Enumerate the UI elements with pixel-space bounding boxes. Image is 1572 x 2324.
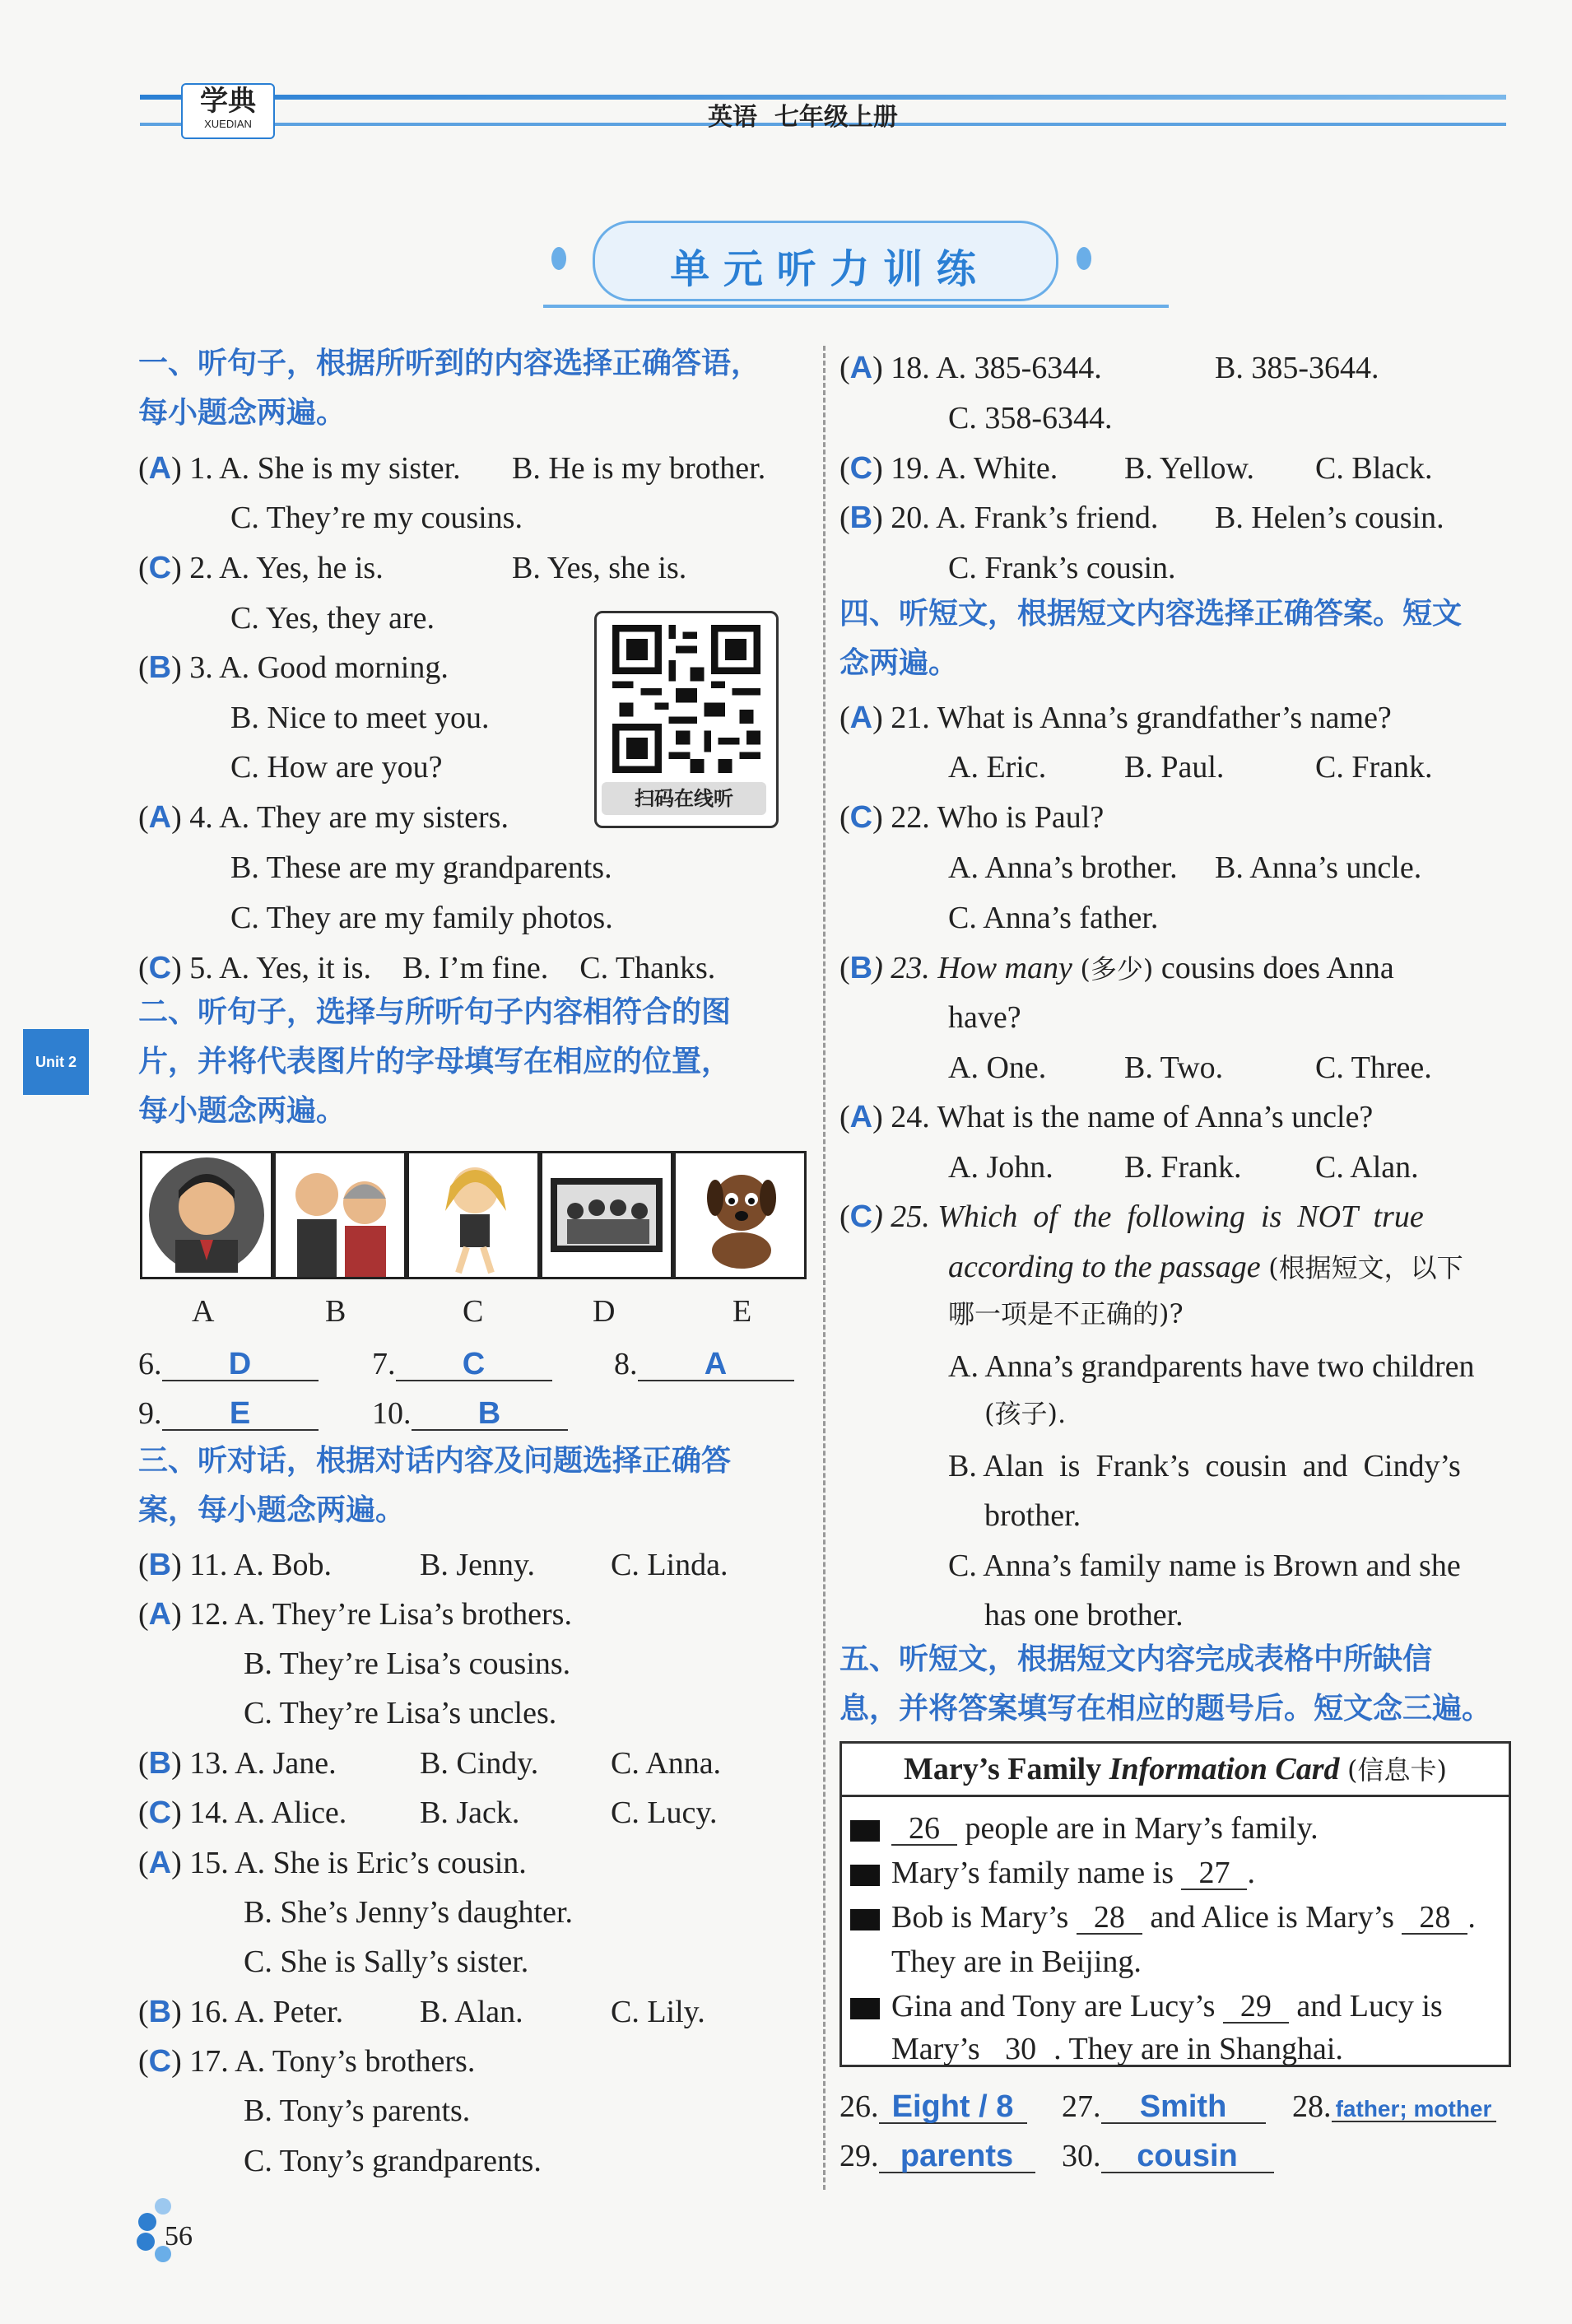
q5-stem: ) 5. A. Yes, it is. B. I’m fine. C. Thanks. [171,951,716,985]
q3-stem: ) 3. A. Good morning. [171,650,449,685]
q14-option-c: C. Lucy. [611,1795,718,1830]
q23-option-b: B. Two. [1124,1050,1224,1085]
hexagon-icon [137,2233,155,2251]
answer-30-value[interactable]: cousin [1101,2140,1274,2173]
q21-option-c: C. Frank. [1315,750,1433,785]
q15-option-c: C. She is Sally’s sister. [244,1944,529,1979]
pic-letter-a: A [192,1294,215,1329]
q11-option-c: C. Linda. [611,1548,728,1582]
card-row-4-line2 [891,2033,1343,2066]
section-1-line2: 每小题念两遍。 [138,396,346,430]
section-2-title [138,988,731,1136]
q17-option-c: C. Tony’s grandparents. [244,2144,542,2178]
q5-answer: C [148,951,172,985]
q25-line: (C) 25. Which of the following is NOT true [839,1199,1424,1234]
q3-answer: B [148,650,172,685]
q4-answer: A [148,800,172,835]
q2-answer: C [148,551,172,585]
section-2-line3: 每小题念两遍。 [138,1094,346,1128]
section-4-line1: 四、听短文，根据短文内容选择正确答案。短文 [839,597,1463,631]
q23-line: (B) 23. How many (多少) cousins does Anna [839,951,1394,985]
picture-a-man [140,1151,273,1279]
card-title-b: Information Card [1109,1752,1340,1786]
q16-line: (B) 16. A. Peter. [138,1995,344,2029]
grandparents-icon [276,1153,404,1277]
q4-option-b: B. These are my grandparents. [230,850,612,885]
q16-answer: B [148,1995,172,2029]
q19-stem: ) 19. A. White. [872,451,1058,486]
banner-line [543,305,1169,308]
q12-answer: A [148,1597,172,1632]
card-row-4-a: Gina and Tony are Lucy’s [891,1989,1216,2024]
q1-line: (A) 1. A. She is my sister. [138,451,461,486]
q23-stem-rest: cousins does Anna [1160,951,1394,985]
q12-stem: ) 12. A. They’re Lisa’s brothers. [171,1597,572,1632]
q20-option-b: B. Helen’s cousin. [1215,501,1444,535]
q24-option-b: B. Frank. [1124,1150,1242,1185]
info-card-title [842,1744,1509,1797]
answer-26 [839,2091,1027,2124]
q25-stem-cn: (根据短文，以下 [1268,1252,1463,1283]
card-row-4 [850,1991,1443,2024]
q20-answer: B [849,501,873,535]
fill-7-number: 7. [372,1347,396,1381]
card-blank-28a[interactable]: 28 [1077,1902,1142,1935]
q25-option-a2: (孩子). [984,1398,1067,1429]
section-1-title [138,339,760,438]
q24-answer: A [849,1100,873,1134]
bullet-square-icon [850,1998,880,2019]
q19-option-b: B. Yellow. [1124,451,1255,486]
q17-answer: C [148,2044,172,2079]
q21-option-b: B. Paul. [1124,750,1225,785]
answer-26-number: 26. [839,2089,879,2124]
q11-stem: ) 11. A. Bob. [171,1548,333,1582]
pic-letter-b: B [325,1294,346,1329]
q20-line: (B) 20. A. Frank’s friend. [839,501,1159,535]
q13-option-b: B. Cindy. [420,1746,539,1781]
q1-answer: A [148,451,172,486]
picture-c-girl [407,1151,540,1279]
answer-27 [1062,2091,1266,2124]
q19-line: (C) 19. A. White. [839,451,1058,486]
banner-dot-right [1077,247,1091,270]
section-2-line2: 片，并将代表图片的字母填写在相应的位置， [138,1045,732,1078]
q23-option-c: C. Three. [1315,1050,1432,1085]
fill-8-answer[interactable]: A [638,1348,794,1381]
card-row-3 [850,1902,1476,1935]
q24-line: (A) 24. What is the name of Anna’s uncle? [839,1100,1374,1134]
pic-letter-e: E [733,1294,752,1329]
card-row-4-c: Mary’s [891,2032,980,2066]
q12-line: (A) 12. A. They’re Lisa’s brothers. [138,1597,572,1632]
card-row-3-end: . [1467,1900,1476,1935]
q4-stem: ) 4. A. They are my sisters. [171,800,509,835]
q19-option-c: C. Black. [1315,451,1433,486]
q25-option-a1: A. Anna’s grandparents have two children [948,1349,1475,1384]
q3-option-c: C. How are you? [230,750,443,785]
q5-line: (C) 5. A. Yes, it is. B. I’m fine. C. Thanks. [138,951,716,985]
q14-option-b: B. Jack. [420,1795,520,1830]
q25-stem-italic: according to the passage [948,1250,1261,1284]
card-blank-27[interactable]: 27 [1181,1857,1247,1890]
q14-answer: C [148,1795,172,1830]
answer-26-value[interactable]: Eight / 8 [879,2091,1027,2124]
section-5-line2: 息，并将答案填写在相应的题号后。短文念三遍。 [839,1692,1492,1726]
q11-line: (B) 11. A. Bob. [138,1548,333,1582]
q25-option-c2: has one brother. [984,1598,1184,1632]
card-row-3-a: Bob is Mary’s [891,1900,1069,1935]
q22-answer: C [849,800,873,835]
fill-10 [372,1398,568,1431]
answer-27-number: 27. [1062,2089,1101,2124]
q12-option-c: C. They’re Lisa’s uncles. [244,1696,557,1730]
card-row-1 [850,1813,1319,1846]
fill-6-answer[interactable]: D [162,1348,319,1381]
q12-option-b: B. They’re Lisa’s cousins. [244,1646,571,1681]
fill-10-answer[interactable]: B [412,1398,568,1431]
q23-stem-line2: have? [948,1000,1021,1035]
q20-stem: ) 20. A. Frank’s friend. [872,501,1159,535]
q16-option-c: C. Lily. [611,1995,705,2029]
q18-stem: ) 18. A. 385-6344. [872,351,1102,385]
q25-option-c1: C. Anna’s family name is Brown and she [948,1549,1461,1583]
card-row-1-text: people are in Mary’s family. [965,1811,1319,1846]
q2-option-c: C. Yes, they are. [230,601,435,636]
section-4-title [839,589,1462,688]
q1-option-b: B. He is my brother. [512,451,766,486]
answer-29 [839,2140,1035,2173]
card-row-3-b: and Alice is Mary’s [1150,1900,1394,1935]
answer-28 [1292,2091,1496,2122]
hexagon-icon [138,2213,156,2231]
answer-30 [1062,2140,1274,2173]
q11-answer: B [148,1548,172,1582]
q22-stem: ) 22. Who is Paul? [872,800,1105,835]
picture-d-family-photo [540,1151,673,1279]
q13-answer: B [148,1746,172,1781]
page-number: 56 [165,2221,193,2252]
section-4-line2: 念两遍。 [839,646,959,680]
answer-29-number: 29. [839,2139,879,2173]
q23-option-a: A. One. [948,1050,1047,1085]
card-title-c: (信息卡) [1347,1754,1448,1786]
q19-answer: C [849,451,873,486]
q21-option-a: A. Eric. [948,750,1047,785]
q25-stem-line2 [948,1251,1463,1283]
banner [543,216,1095,306]
q15-line: (A) 15. A. She is Eric’s cousin. [138,1846,527,1880]
info-card [839,1741,1511,2067]
q15-stem: ) 15. A. She is Eric’s cousin. [171,1846,527,1880]
q18-option-b: B. 385-3644. [1215,351,1379,385]
answer-28-number: 28. [1292,2089,1332,2124]
fill-8-number: 8. [614,1347,638,1381]
q23-stem-italic: ) 23. How many [872,951,1072,985]
answer-29-value[interactable]: parents [879,2140,1035,2173]
card-row-2 [850,1857,1255,1890]
girl-icon [409,1153,537,1277]
q17-stem: ) 17. A. Tony’s brothers. [171,2044,476,2079]
q2-stem: ) 2. A. Yes, he is. [171,551,384,585]
q15-answer: A [148,1846,172,1880]
qr-caption: 扫码在线听 [602,782,766,815]
card-blank-26[interactable]: 26 [891,1813,957,1846]
q22-option-a: A. Anna’s brother. [948,850,1178,885]
brand-logo [181,83,275,139]
answer-30-number: 30. [1062,2139,1101,2173]
q18-line: (A) 18. A. 385-6344. [839,351,1102,385]
q24-stem: ) 24. What is the name of Anna’s uncle? [872,1100,1374,1134]
brand-cn: 学典 [200,85,256,118]
q16-stem: ) 16. A. Peter. [171,1995,344,2029]
fill-9-number: 9. [138,1396,162,1431]
section-5-title [839,1635,1491,1734]
q23-stem-cn: (多少) [1080,953,1154,985]
banner-title: 单 元 听 力 训 练 [670,246,976,292]
answer-27-value[interactable]: Smith [1101,2091,1266,2124]
fill-10-number: 10. [372,1396,412,1431]
qr-code-box[interactable] [594,611,779,828]
q25-stem-line3: 哪一项是不正确的)? [948,1298,1184,1330]
section-3-line2: 案，每小题念两遍。 [138,1493,406,1527]
q13-stem: ) 13. A. Jane. [171,1746,337,1781]
pic-letter-c: C [463,1294,484,1329]
answer-28-value[interactable]: father; mother [1332,2098,1496,2122]
unit-side-tab-label: Unit 2 [35,1054,77,1070]
fill-9-answer[interactable]: E [162,1398,319,1431]
card-row-2-end: . [1247,1856,1255,1890]
q23-answer: B [849,951,873,985]
picture-e-dog [673,1151,807,1279]
man-icon [142,1153,271,1277]
card-row-4-d: . They are in Shanghai. [1053,2032,1343,2066]
q11-option-b: B. Jenny. [420,1548,536,1582]
q25-option-b1: B. Alan is Frank’s cousin and Cindy’s [948,1449,1461,1483]
fill-6 [138,1348,319,1381]
q24-option-c: C. Alan. [1315,1150,1419,1185]
card-row-3-line2: They are in Beijing. [891,1944,1142,1979]
q21-stem: ) 21. What is Anna’s grandfather’s name? [872,701,1392,735]
section-5-line1: 五、听短文，根据短文内容完成表格中所缺信 [839,1642,1433,1676]
q14-line: (C) 14. A. Alice. [138,1795,347,1830]
header-bar [140,86,1506,136]
q15-option-b: B. She’s Jenny’s daughter. [244,1895,574,1930]
q2-line: (C) 2. A. Yes, he is. [138,551,384,585]
q24-option-a: A. John. [948,1150,1053,1185]
card-blank-29[interactable]: 29 [1223,1991,1289,2024]
q25-stem-line1: ) 25. Which of the following is NOT true [872,1199,1424,1234]
banner-dot-left [551,247,566,270]
section-3-line1: 三、听对话，根据对话内容及问题选择正确答 [138,1444,732,1478]
q3-option-b: B. Nice to meet you. [230,701,490,735]
q2-option-b: B. Yes, she is. [512,551,687,585]
q21-line: (A) 21. What is Anna’s grandfather’s name? [839,701,1392,735]
header-subject: 英语 七年级上册 [708,103,898,132]
qr-code-icon [612,625,760,773]
card-title-a: Mary’s Family [903,1752,1102,1786]
q22-line: (C) 22. Who is Paul? [839,800,1105,835]
picture-b-grandparents [273,1151,407,1279]
bullet-square-icon [850,1820,880,1842]
q4-option-c: C. They are my family photos. [230,901,613,935]
card-row-2-text: Mary’s family name is [891,1856,1174,1890]
q18-answer: A [849,351,873,385]
fill-9 [138,1398,319,1431]
q25-option-b2: brother. [984,1498,1081,1533]
section-2-line1: 二、听句子，选择与所听句子内容相符合的图 [138,995,732,1029]
card-row-4-b: and Lucy is [1296,1989,1443,2024]
section-3-title [138,1437,731,1535]
bullet-square-icon [850,1909,880,1930]
section-1-line1: 一、听句子，根据所听到的内容选择正确答语， [138,347,761,380]
q21-answer: A [849,701,873,735]
q13-line: (B) 13. A. Jane. [138,1746,337,1781]
dog-icon [676,1153,804,1277]
bullet-square-icon [850,1865,880,1886]
q22-option-c: C. Anna’s father. [948,901,1159,935]
card-blank-28b[interactable]: 28 [1402,1902,1467,1935]
q13-option-c: C. Anna. [611,1746,722,1781]
brand-en: XUEDIAN [204,118,252,130]
family-photo-icon [542,1153,671,1277]
q22-option-b: B. Anna’s uncle. [1215,850,1422,885]
q16-option-b: B. Alan. [420,1995,523,2029]
fill-7-answer[interactable]: C [396,1348,552,1381]
q1-stem: ) 1. A. She is my sister. [171,451,461,486]
card-blank-30[interactable]: 30 [988,2033,1053,2066]
q14-stem: ) 14. A. Alice. [171,1795,347,1830]
column-divider [823,346,826,2190]
fill-7 [372,1348,552,1381]
q18-option-c: C. 358-6344. [948,401,1113,435]
fill-6-number: 6. [138,1347,162,1381]
unit-side-tab [23,1029,89,1095]
q20-option-c: C. Frank’s cousin. [948,551,1176,585]
q17-option-b: B. Tony’s parents. [244,2093,471,2128]
q17-line: (C) 17. A. Tony’s brothers. [138,2044,476,2079]
q3-line: (B) 3. A. Good morning. [138,650,449,685]
fill-8 [614,1348,794,1381]
pic-letter-d: D [593,1294,616,1329]
q4-line: (A) 4. A. They are my sisters. [138,800,509,835]
hexagon-icon [155,2198,171,2215]
q25-answer: C [849,1199,873,1234]
q1-option-c: C. They’re my cousins. [230,501,523,535]
